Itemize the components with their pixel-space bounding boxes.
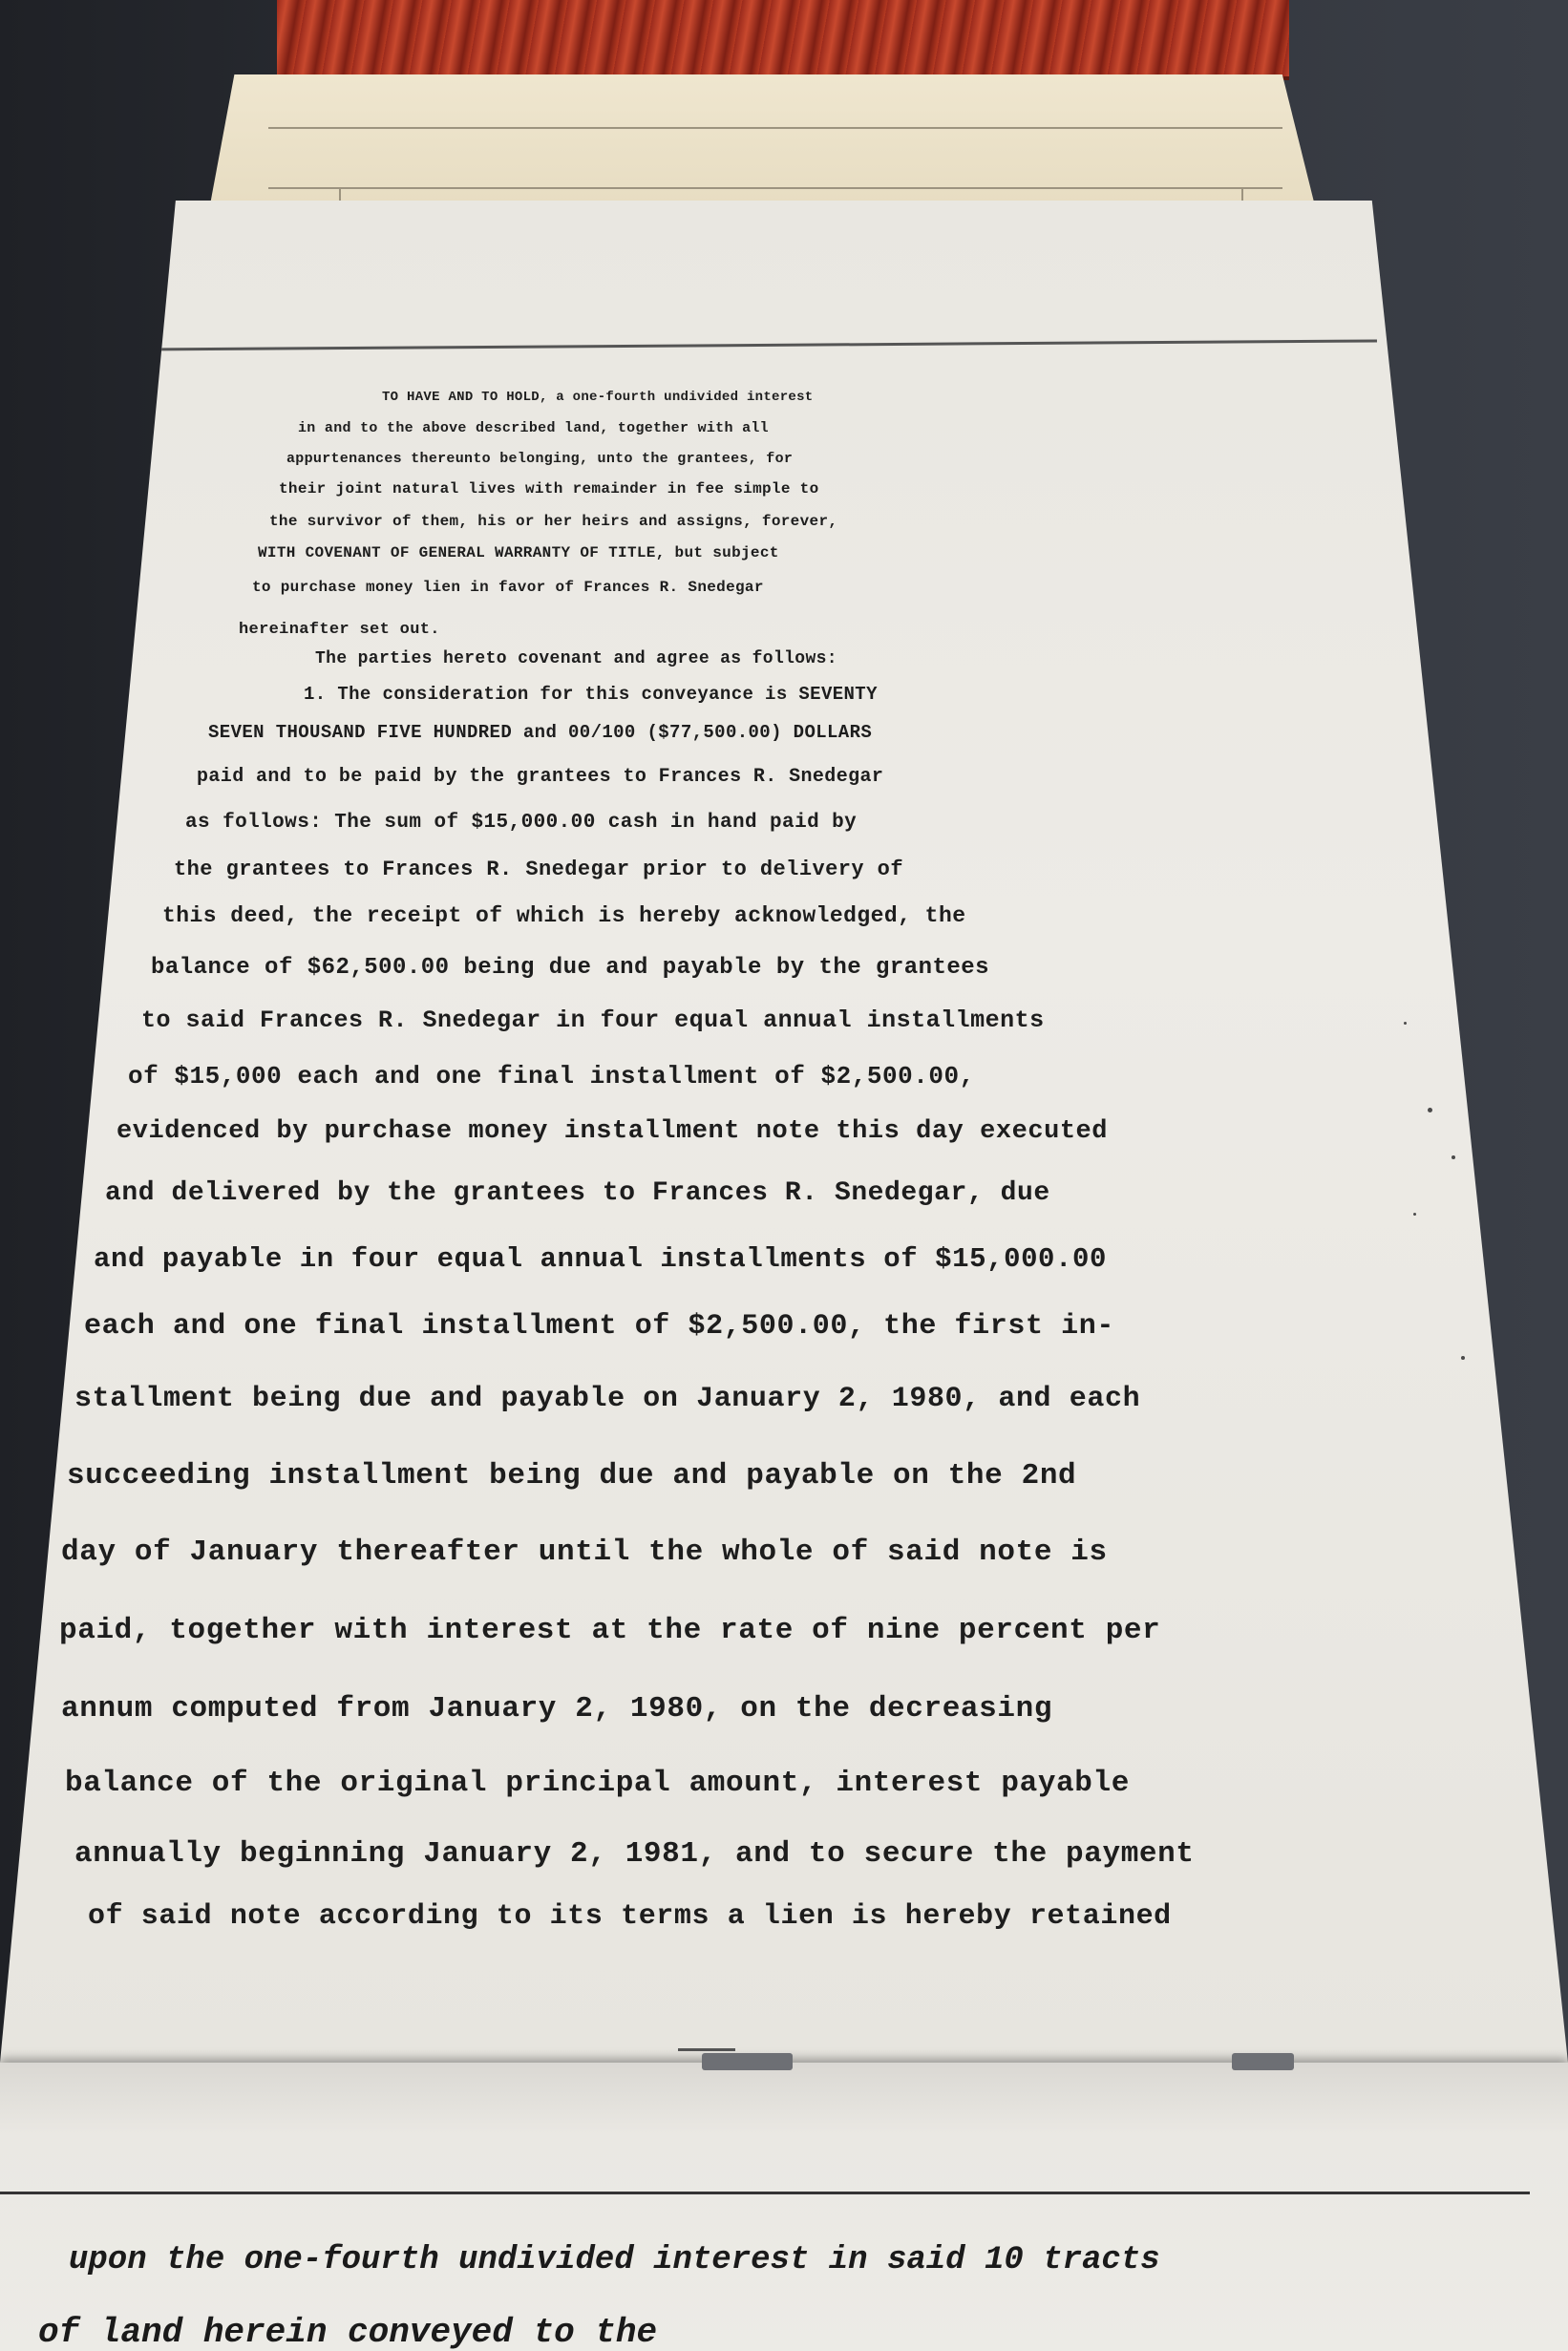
text-line: paid, together with interest at the rate of nine percent per (59, 1614, 1161, 1647)
text-line: day of January thereafter until the whole of said note is (61, 1536, 1108, 1569)
text-line: succeeding installment being due and payable on the 2nd (67, 1459, 1077, 1493)
text-line: TO HAVE AND TO HOLD, a one-fourth undivided interest (382, 390, 814, 405)
text-line: as follows: The sum of $15,000.00 cash in hand paid by (185, 812, 858, 834)
text-line: annually beginning January 2, 1981, and to secure the payment (74, 1837, 1195, 1871)
text-line: balance of $62,500.00 being due and payable by the grantees (151, 955, 990, 981)
next-page-line: upon the one-fourth undivided interest in said 10 tracts (69, 2242, 1160, 2278)
text-line: SEVEN THOUSAND FIVE HUNDRED and 00/100 ($77,500.00) DOLLARS (208, 722, 873, 743)
text-line: and payable in four equal annual installments of $15,000.00 (94, 1243, 1107, 1275)
text-line: their joint natural lives with remainder in fee simple to (279, 480, 819, 498)
text-line: appurtenances thereunto belonging, unto the grantees, for (286, 451, 794, 467)
text-line: The parties hereto covenant and agree as follows: (315, 649, 837, 668)
text-line: 1. The consideration for this conveyance is SEVENTY (304, 684, 878, 705)
text-line: in and to the above described land, together with all (298, 420, 769, 436)
text-line: of said note according to its terms a lien is hereby retained (88, 1900, 1172, 1933)
text-line: this deed, the receipt of which is hereby acknowledged, the (162, 903, 966, 928)
text-line: hereinafter set out. (239, 621, 440, 639)
text-line: and delivered by the grantees to Frances R. Snedegar, due (105, 1178, 1050, 1208)
text-line: evidenced by purchase money installment note this day executed (117, 1117, 1109, 1146)
text-line: annum computed from January 2, 1980, on the decreasing (61, 1692, 1053, 1726)
text-line: each and one final installment of $2,500.00, the first in- (84, 1310, 1114, 1343)
text-line: to said Frances R. Snedegar in four equal annual installments (141, 1006, 1045, 1034)
text-line: the survivor of them, his or her heirs and assigns, forever, (269, 513, 838, 530)
text-line: of $15,000 each and one final installment of $2,500.00, (128, 1062, 975, 1091)
text-line: WITH COVENANT OF GENERAL WARRANTY OF TITLE, but subject (258, 544, 779, 561)
text-line: to purchase money lien in favor of Frances R. Snedegar (252, 579, 764, 596)
text-line: balance of the original principal amount, interest payable (65, 1767, 1130, 1800)
text-line: paid and to be paid by the grantees to Frances R. Snedegar (197, 766, 884, 788)
next-page-line: of land herein conveyed to the (38, 2313, 658, 2351)
text-line: stallment being due and payable on January 2, 1980, and each (74, 1383, 1141, 1415)
text-line: the grantees to Frances R. Snedegar prior to delivery of (174, 858, 903, 881)
